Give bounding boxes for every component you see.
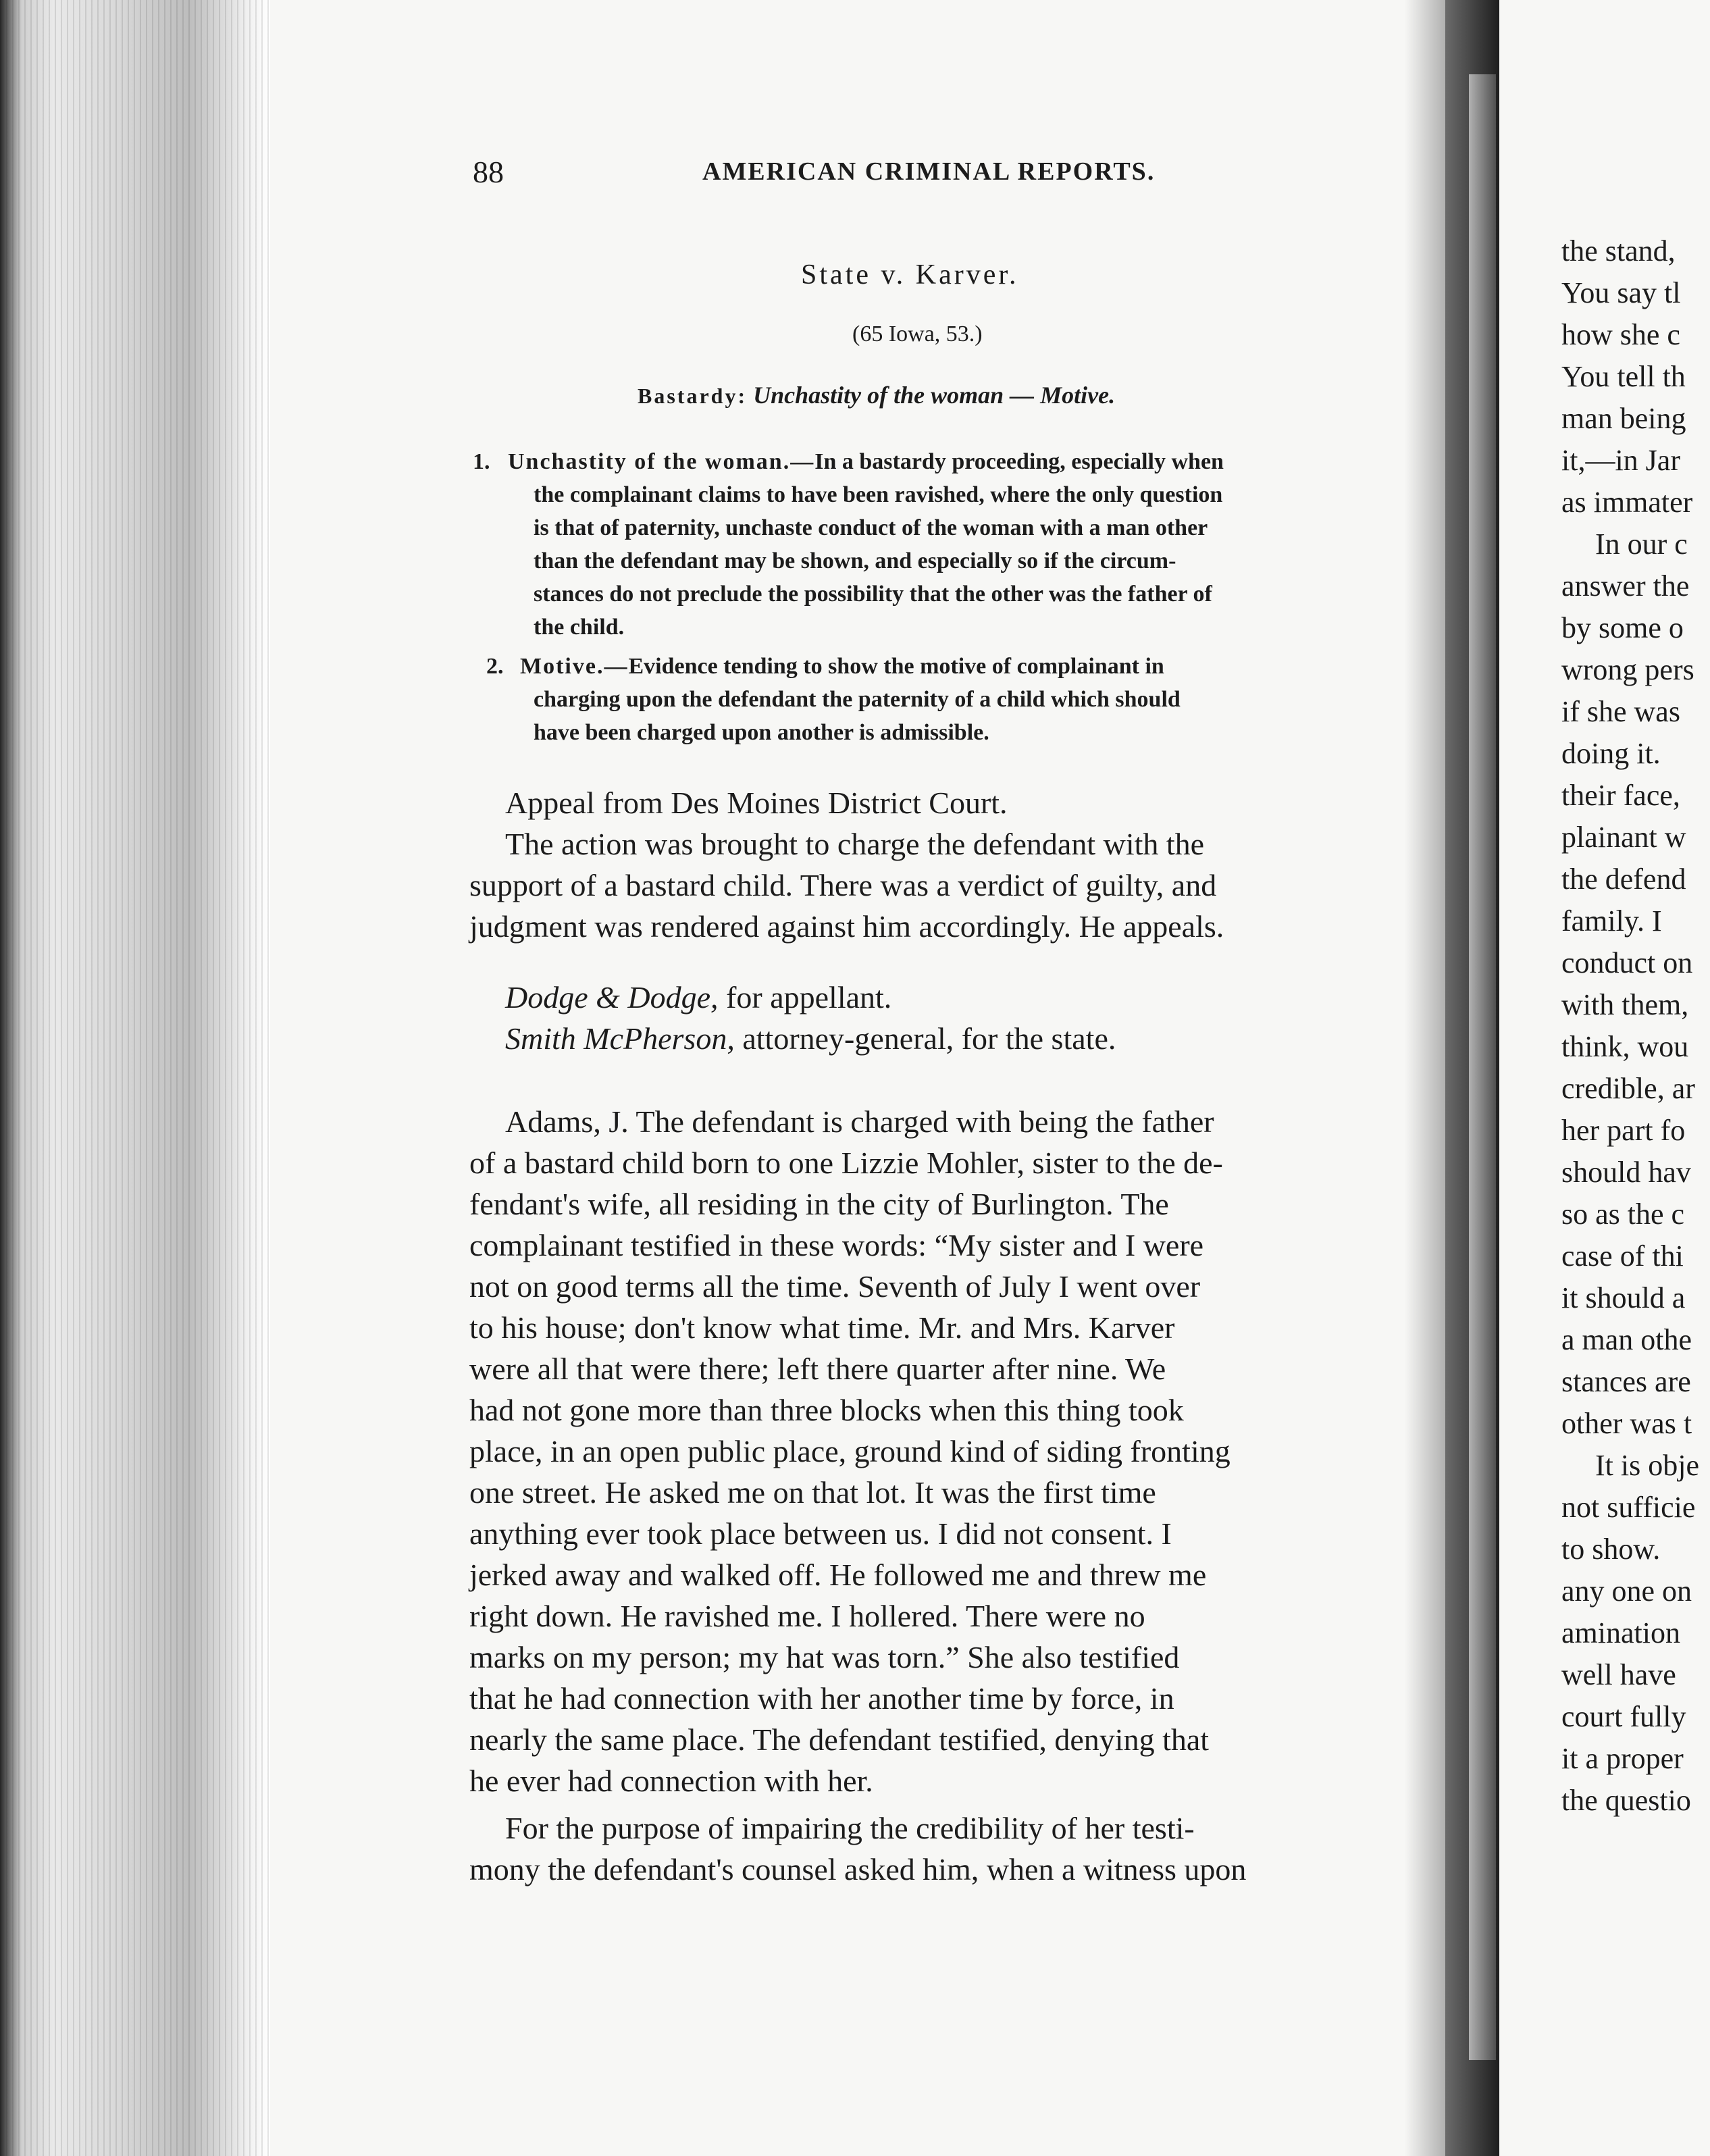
opinion-line: marks on my person; my hat was torn.” She also testified	[469, 1640, 1180, 1674]
opinion-line: complainant testified in these words: “My sister and I were	[469, 1228, 1204, 1262]
right-page-line: if she was	[1561, 695, 1680, 728]
right-page-line: It is obje	[1595, 1449, 1699, 1482]
right-page-line: their face,	[1561, 779, 1680, 812]
syllabus-number-2: 2.	[486, 654, 504, 679]
syllabus-line: charging upon the defendant the paternity of a child which should	[534, 687, 1181, 712]
opinion-line: right down. He ravished me. I hollered. There were no	[469, 1599, 1145, 1633]
right-page-line: think, wou	[1561, 1030, 1689, 1063]
counsel-state	[505, 1018, 1116, 1059]
opinion-line: For the purpose of impairing the credibility of her testi-	[505, 1811, 1195, 1845]
right-page-line: court fully	[1561, 1700, 1686, 1733]
right-page-line: the questio	[1561, 1784, 1691, 1817]
syllabus-line: stances do not preclude the possibility that the other was the father of	[534, 582, 1212, 607]
topic-rest: Unchastity of the woman — Motive.	[753, 382, 1116, 409]
right-page-line: to show.	[1561, 1533, 1661, 1566]
right-page-line: by some o	[1561, 611, 1684, 644]
syllabus-text: In a bastardy proceeding, especially when	[814, 449, 1224, 474]
right-page-line: doing it.	[1561, 737, 1661, 770]
right-page-line: any one on	[1561, 1574, 1692, 1608]
opinion-line: were all that were there; left there quarter after nine. We	[469, 1352, 1166, 1386]
right-page-line: amination	[1561, 1616, 1680, 1649]
right-page-line: how she c	[1561, 318, 1680, 351]
right-page-line: plainant w	[1561, 821, 1686, 854]
syllabus-number-1: 1.	[473, 449, 490, 474]
opinion-line: Adams, J. The defendant is charged with being the father	[505, 1104, 1214, 1139]
right-page-line: the stand,	[1561, 234, 1676, 267]
opinion-line: jerked away and walked off. He followed me and threw me	[469, 1558, 1207, 1592]
right-page-line: In our c	[1595, 528, 1688, 561]
opinion-line: that he had connection with her another time by force, in	[469, 1681, 1174, 1716]
right-page-line: well have	[1561, 1658, 1676, 1691]
right-page-line: it a proper	[1561, 1742, 1684, 1775]
right-page-line: credible, ar	[1561, 1072, 1695, 1105]
right-page-line: family. I	[1561, 904, 1662, 938]
case-citation: (65 Iowa, 53.)	[852, 322, 983, 346]
right-page-line: so as the c	[1561, 1198, 1685, 1231]
right-page-line: her part fo	[1561, 1114, 1686, 1147]
syllabus-lead-1: Unchastity of the woman.—	[508, 449, 815, 474]
gutter-strip	[1469, 74, 1496, 2060]
opinion-line: place, in an open public place, ground kind of siding fronting	[469, 1434, 1230, 1468]
right-page-line: it,—in Jar	[1561, 444, 1680, 477]
opinion-line: one street. He asked me on that lot. It was the first time	[469, 1475, 1156, 1510]
right-page-line: other was t	[1561, 1407, 1692, 1440]
right-page-line: should hav	[1561, 1156, 1691, 1189]
right-page-line: the defend	[1561, 863, 1686, 896]
syllabus-line: the child.	[534, 615, 625, 640]
right-page-line: case of thi	[1561, 1239, 1684, 1273]
syllabus-line: than the defendant may be shown, and especially so if the circum-	[534, 548, 1176, 573]
right-page-line: answer the	[1561, 569, 1690, 602]
right-page-line: conduct on	[1561, 946, 1693, 979]
syllabus-line: is that of paternity, unchaste conduct of the woman with a man other	[534, 515, 1208, 540]
syllabus-line	[520, 650, 1164, 683]
opinion-line: nearly the same place. The defendant testified, denying that	[469, 1722, 1210, 1757]
opinion-line: fendant's wife, all residing in the city of Burlington. The	[469, 1187, 1169, 1221]
appeal-line: Appeal from Des Moines District Court.	[505, 786, 1008, 820]
opinion-line: of a bastard child born to one Lizzie Mohler, sister to the de-	[469, 1146, 1223, 1180]
counsel-name: Smith McPherson,	[505, 1021, 735, 1056]
opinion-line: not on good terms all the time. Seventh of July I went over	[469, 1269, 1201, 1304]
syllabus-line: the complainant claims to have been ravished, where the only question	[534, 482, 1223, 507]
book-page-edges	[0, 0, 270, 2156]
body-line: The action was brought to charge the defendant with the	[505, 827, 1205, 861]
topic-label: Bastardy:	[638, 384, 748, 408]
right-page-line: it should a	[1561, 1281, 1686, 1314]
right-page-line: You say tl	[1561, 276, 1681, 309]
syllabus-lead-2: Motive.—	[520, 654, 629, 679]
counsel-name: Dodge & Dodge,	[505, 980, 719, 1015]
case-title: State v. Karver.	[801, 259, 1019, 290]
right-page-line: not sufficie	[1561, 1491, 1696, 1524]
opinion-line: mony the defendant's counsel asked him, when a witness upon	[469, 1852, 1247, 1886]
opinion-line: anything ever took place between us. I did not consent. I	[469, 1516, 1172, 1551]
body-line: judgment was rendered against him accordingly. He appeals.	[469, 909, 1224, 944]
body-line: support of a bastard child. There was a verdict of guilty, and	[469, 868, 1217, 902]
right-page-line: as immater	[1561, 486, 1693, 519]
right-page-line: You tell th	[1561, 360, 1686, 393]
counsel-appellant	[505, 977, 891, 1018]
right-page-line: a man othe	[1561, 1323, 1692, 1356]
opinion-line: to his house; don't know what time. Mr. and Mrs. Karver	[469, 1310, 1175, 1345]
right-page-line: man being	[1561, 402, 1686, 435]
right-page-line: stances are	[1561, 1365, 1691, 1398]
opinion-line: had not gone more than three blocks when this thing took	[469, 1393, 1184, 1427]
opinion-line: he ever had connection with her.	[469, 1764, 873, 1798]
right-page-line: wrong pers	[1561, 653, 1694, 686]
counsel-role: attorney-general, for the state.	[734, 1021, 1116, 1056]
syllabus-line: have been charged upon another is admissible.	[534, 720, 989, 745]
right-page-line: with them,	[1561, 988, 1689, 1021]
syllabus-line	[508, 445, 1224, 478]
running-head: AMERICAN CRIMINAL REPORTS.	[702, 157, 1156, 186]
page-number: 88	[473, 155, 504, 189]
topic-line	[638, 381, 1115, 409]
counsel-role: for appellant.	[718, 980, 892, 1015]
syllabus-text: Evidence tending to show the motive of complainant in	[628, 654, 1164, 679]
